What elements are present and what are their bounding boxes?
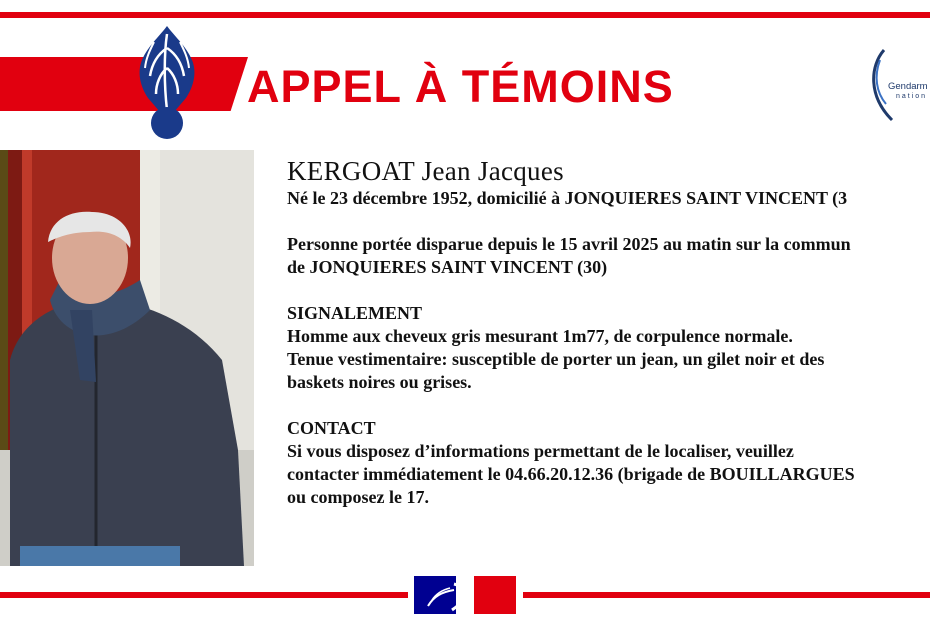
bottom-red-rule-left <box>0 592 408 598</box>
contact-line-2: contacter immédiatement le 04.66.20.12.36 (brigade de BOUILLARGUES <box>287 464 855 484</box>
missing-person-photo <box>0 150 254 566</box>
top-red-rule <box>0 12 930 18</box>
disappearance-line-1: Personne portée disparue depuis le 15 avril 2025 au matin sur la commun <box>287 234 851 254</box>
marianne-logo <box>414 576 516 614</box>
gendarmerie-flame-grenade-icon <box>134 24 200 140</box>
signalement-heading: SIGNALEMENT <box>287 303 423 323</box>
title-red-band <box>0 57 248 111</box>
notice-content <box>287 155 930 515</box>
contact-heading: CONTACT <box>287 418 376 438</box>
signalement-line-2: Tenue vestimentaire: susceptible de porter un jean, un gilet noir et des <box>287 349 825 369</box>
signalement-line-1: Homme aux cheveux gris mesurant 1m77, de corpulence normale. <box>287 326 793 346</box>
page-title: APPEL À TÉMOINS <box>247 61 674 112</box>
logo-text-line1: Gendarm <box>888 81 928 92</box>
gendarmerie-nationale-logo <box>866 44 930 124</box>
person-name: KERGOAT Jean Jacques <box>287 156 564 186</box>
signalement-line-3: baskets noires ou grises. <box>287 372 472 392</box>
logo-text-line2: nation <box>896 93 928 100</box>
disappearance-line-2: de JONQUIERES SAINT VINCENT (30) <box>287 257 608 277</box>
contact-line-1: Si vous disposez d’informations permettant de le localiser, veuillez <box>287 441 794 461</box>
birth-info: Né le 23 décembre 1952, domicilié à JONQUIERES SAINT VINCENT (3 <box>287 188 848 208</box>
bottom-red-rule-right <box>523 592 930 598</box>
contact-line-3: ou composez le 17. <box>287 487 429 507</box>
